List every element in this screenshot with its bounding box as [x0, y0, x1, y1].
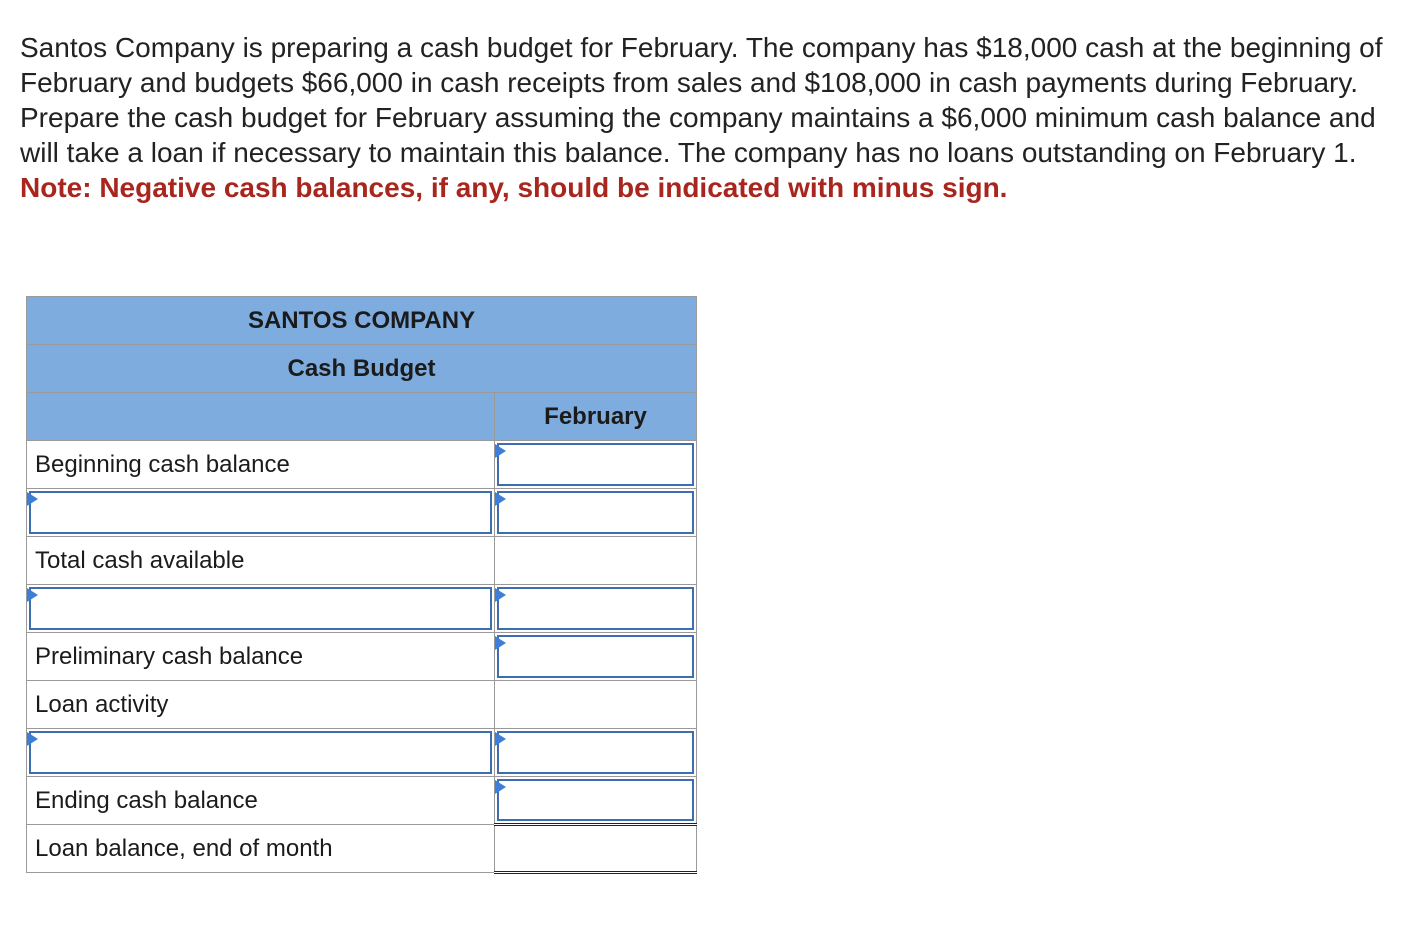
problem-text: Santos Company is preparing a cash budget for February. The company has $18,000 cash at the beginning of February and budgets $66,000 in cash receipts from sales and $108,000 in cash payments during February. Prepare the cash budget for February assuming the company maintains a $6,000 minimum cash balance and will take a loan if necessary to maintain this balance. The company has no loans outstanding on February 1. — [20, 32, 1383, 168]
header-row-columns — [27, 393, 697, 441]
input-flag-icon — [495, 636, 506, 650]
company-name: SANTOS COMPANY — [27, 297, 697, 345]
table-row — [27, 489, 697, 537]
loan-activity-cell — [495, 681, 697, 729]
input-flag-icon — [27, 492, 38, 506]
header-row-title — [27, 345, 697, 393]
row-label-cell-4 — [27, 585, 495, 633]
cash-budget-table — [26, 296, 697, 874]
input-flag-icon — [495, 732, 506, 746]
february-column-header: February — [495, 393, 697, 441]
row-label-ending-cash: Ending cash balance — [27, 777, 495, 825]
row-label-cell-7 — [27, 729, 495, 777]
table-row — [27, 681, 697, 729]
table-row — [27, 537, 697, 585]
row-label-cell-2 — [27, 489, 495, 537]
input-flag-icon — [495, 492, 506, 506]
ending-cash-input[interactable] — [497, 779, 694, 821]
table-row — [27, 585, 697, 633]
row-label-input-2[interactable] — [29, 491, 492, 534]
input-flag-icon — [495, 444, 506, 458]
row-label-loan-activity: Loan activity — [27, 681, 495, 729]
row-value-cell-4 — [495, 585, 697, 633]
budget-title: Cash Budget — [27, 345, 697, 393]
row-label-beginning-cash: Beginning cash balance — [27, 441, 495, 489]
beginning-cash-cell — [495, 441, 697, 489]
table-row — [27, 633, 697, 681]
table-row — [27, 777, 697, 825]
input-flag-icon — [495, 780, 506, 794]
preliminary-cash-cell — [495, 633, 697, 681]
row-value-input-2[interactable] — [497, 491, 694, 534]
table-row — [27, 825, 697, 873]
row-label-total-cash-available: Total cash available — [27, 537, 495, 585]
row-value-input-7[interactable] — [497, 731, 694, 774]
row-value-input-4[interactable] — [497, 587, 694, 630]
problem-statement — [20, 30, 1415, 205]
table-row — [27, 729, 697, 777]
input-flag-icon — [27, 732, 38, 746]
problem-note: Note: Negative cash balances, if any, should be indicated with minus sign. — [20, 172, 1008, 203]
label-column-header — [27, 393, 495, 441]
row-label-loan-balance: Loan balance, end of month — [27, 825, 495, 873]
beginning-cash-input[interactable] — [497, 443, 694, 486]
table-row — [27, 441, 697, 489]
preliminary-cash-input[interactable] — [497, 635, 694, 678]
ending-cash-cell — [495, 777, 697, 825]
row-label-preliminary-cash: Preliminary cash balance — [27, 633, 495, 681]
header-row-company — [27, 297, 697, 345]
loan-balance-cell — [495, 825, 697, 873]
row-label-input-4[interactable] — [29, 587, 492, 630]
total-cash-available-cell — [495, 537, 697, 585]
input-flag-icon — [27, 588, 38, 602]
input-flag-icon — [495, 588, 506, 602]
row-value-cell-2 — [495, 489, 697, 537]
row-label-input-7[interactable] — [29, 731, 492, 774]
row-value-cell-7 — [495, 729, 697, 777]
